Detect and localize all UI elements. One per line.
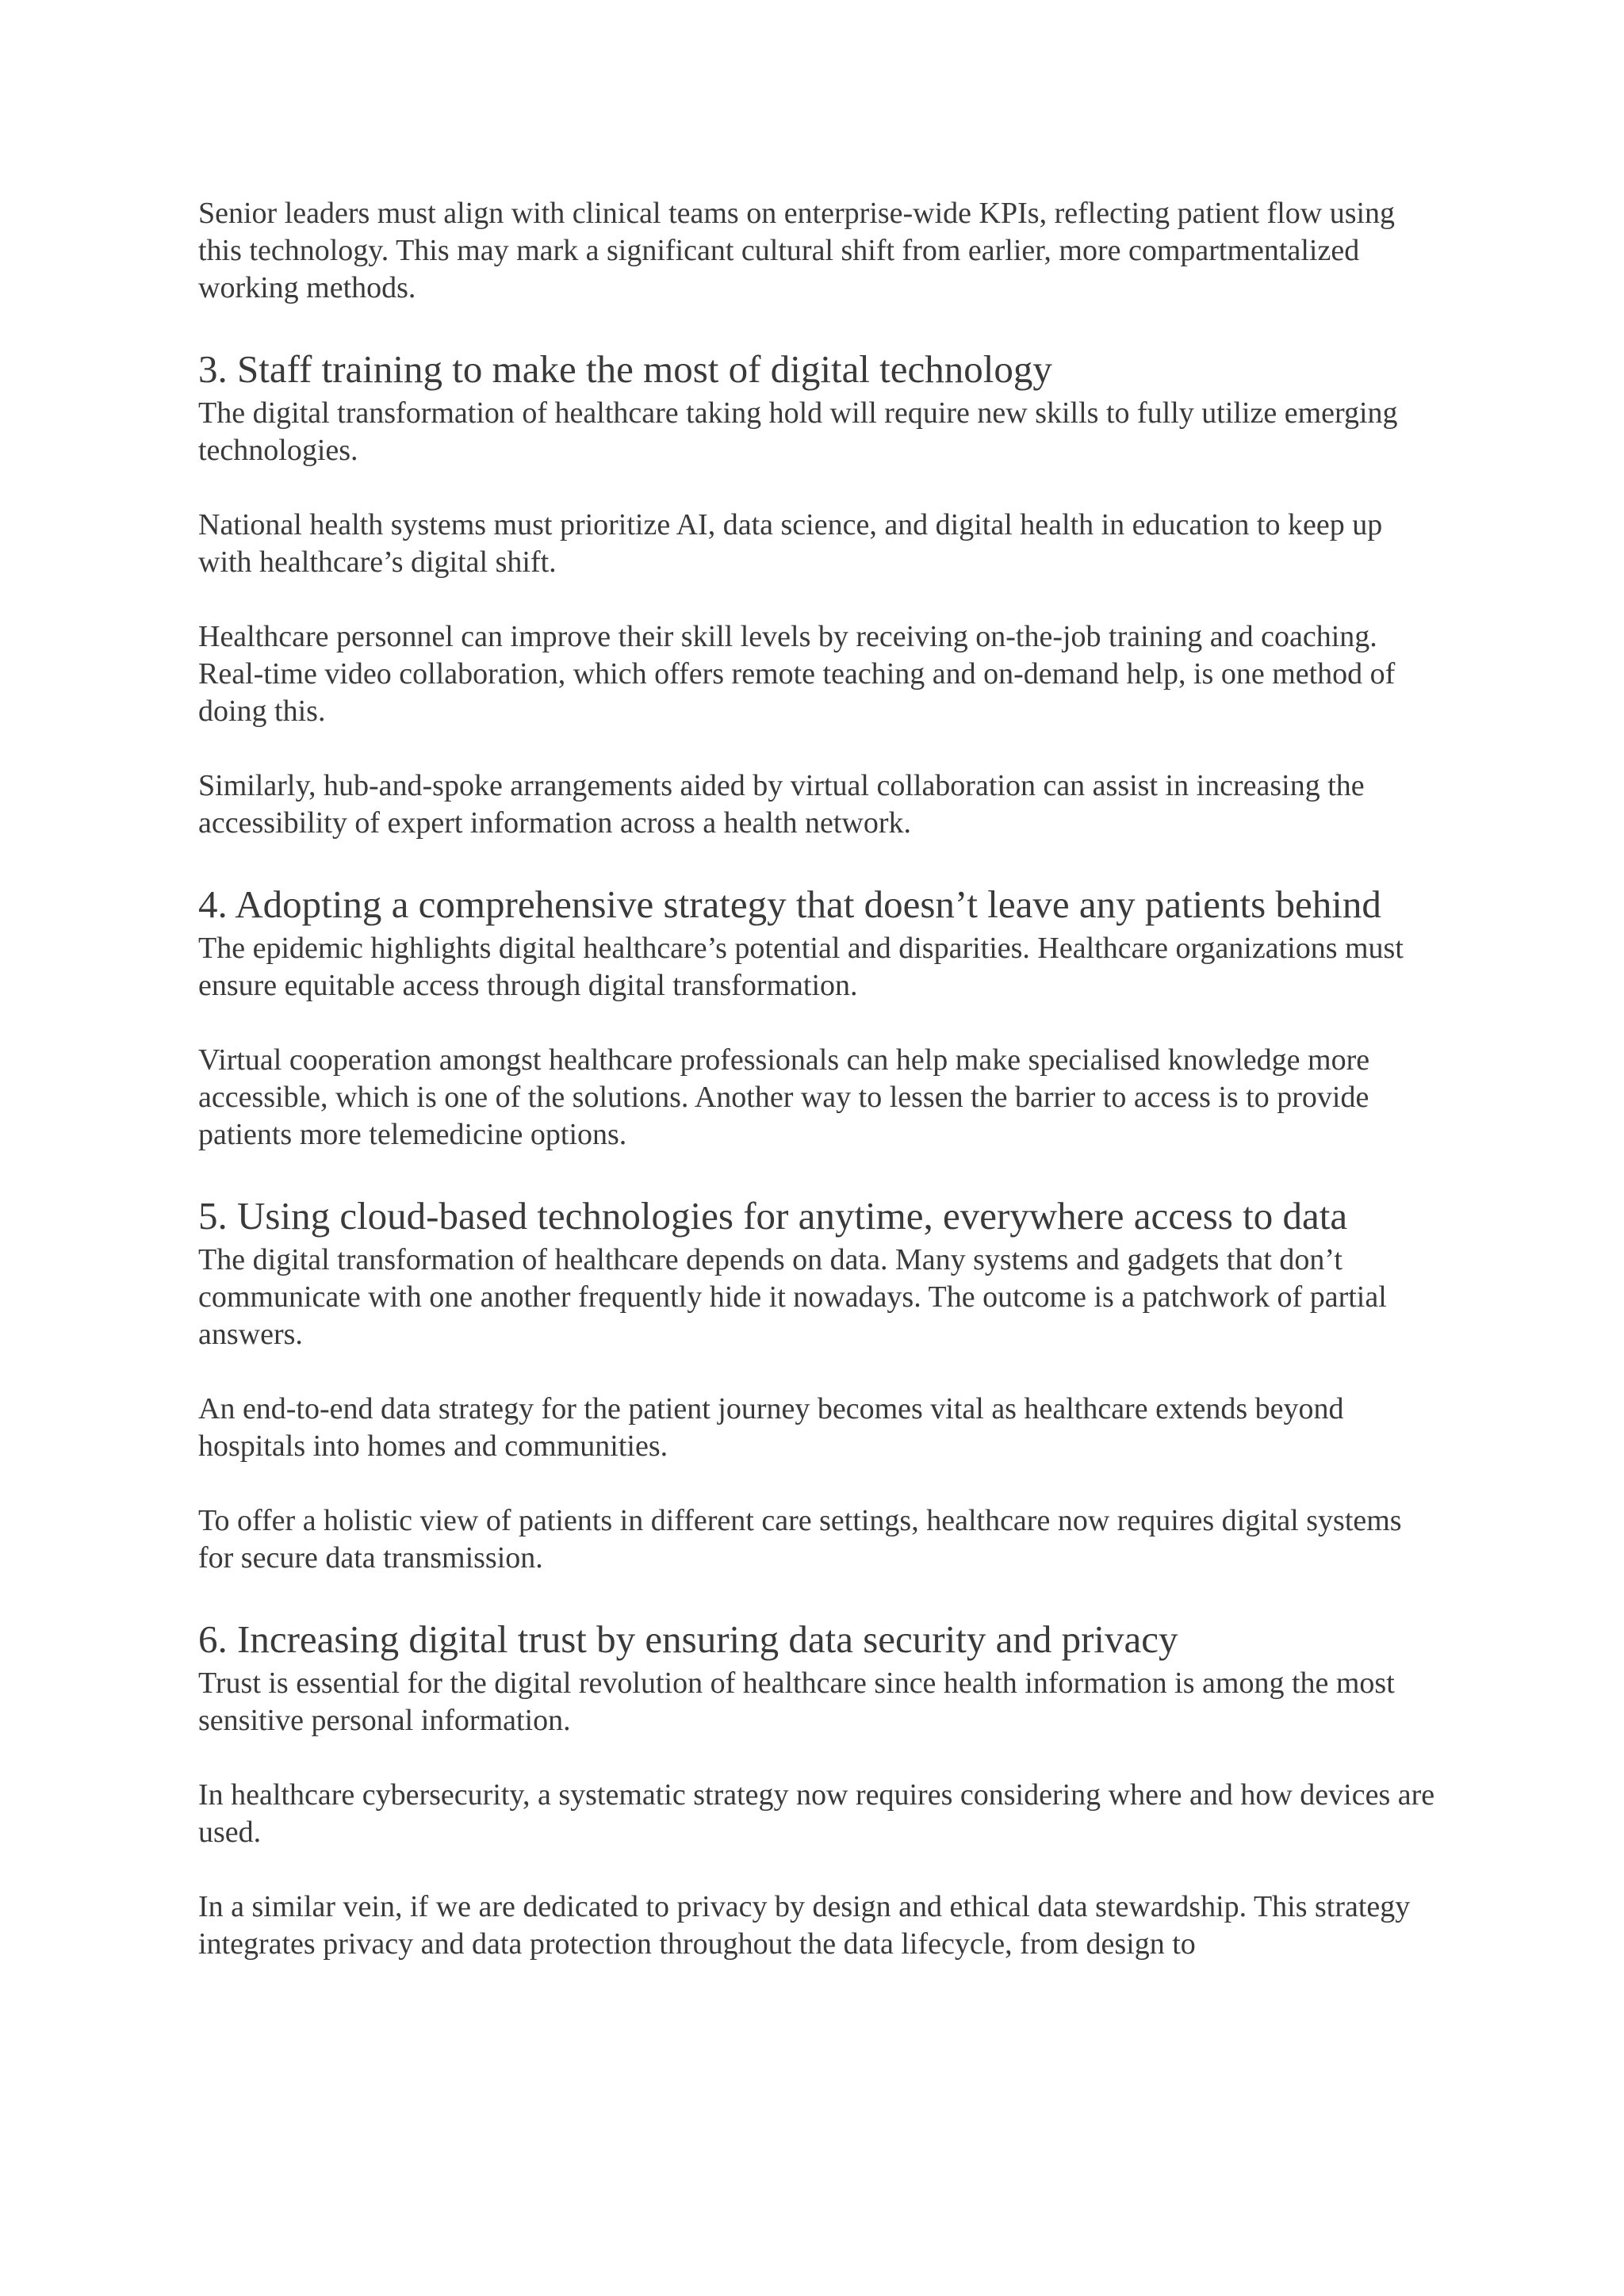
paragraph: In healthcare cybersecurity, a systematic strategy now requires considering where and how devices are used.	[198, 1778, 1435, 1849]
section-staff-training	[198, 344, 1443, 842]
section-heading: 6. Increasing digital trust by ensuring data security and privacy	[198, 1617, 1178, 1661]
document-page	[198, 195, 1443, 1963]
intro-paragraph: Senior leaders must align with clinical teams on enterprise-wide KPIs, reflecting patient flow using this technology. This may mark a significant cultural shift from earlier, more compartmentalized working methods.	[198, 197, 1396, 304]
paragraph: The digital transformation of healthcare taking hold will require new skills to fully utilize emerging technologies.	[198, 396, 1398, 467]
section-digital-trust	[198, 1614, 1443, 1963]
paragraph: The epidemic highlights digital healthcare’s potential and disparities. Healthcare organizations must ensure equitable access through digital transformation.	[198, 932, 1404, 1002]
section-heading: 3. Staff training to make the most of digital technology	[198, 347, 1052, 391]
section-heading: 5. Using cloud-based technologies for anytime, everywhere access to data	[198, 1194, 1348, 1238]
paragraph: In a similar vein, if we are dedicated to privacy by design and ethical data stewardship. This strategy integrates privacy and data protection throughout the data lifecycle, from design to	[198, 1890, 1411, 1961]
paragraph: Virtual cooperation amongst healthcare professionals can help make specialised knowledge more accessible, which is one of the solutions. Another way to lessen the barrier to access is to provide patients more telemedicine options.	[198, 1043, 1370, 1151]
section-cloud-technologies	[198, 1191, 1443, 1577]
paragraph: Healthcare personnel can improve their skill levels by receiving on-the-job training and coaching. Real-time video collaboration, which offers remote teaching and on-demand help, is one method of doing this.	[198, 620, 1396, 728]
paragraph: Similarly, hub-and-spoke arrangements aided by virtual collaboration can assist in increasing the accessibility of expert information across a health network.	[198, 769, 1365, 840]
paragraph: An end-to-end data strategy for the patient journey becomes vital as healthcare extends beyond hospitals into homes and communities.	[198, 1392, 1344, 1463]
paragraph: National health systems must prioritize AI, data science, and digital health in education to keep up with healthcare’s digital shift.	[198, 508, 1383, 579]
paragraph: The digital transformation of healthcare depends on data. Many systems and gadgets that don’t communicate with one another frequently hide it nowadays. The outcome is a patchwork of partial answers.	[198, 1243, 1387, 1351]
paragraph: To offer a holistic view of patients in different care settings, healthcare now requires digital systems for secure data transmission.	[198, 1504, 1402, 1575]
section-comprehensive-strategy	[198, 879, 1443, 1154]
paragraph: Trust is essential for the digital revolution of healthcare since health information is among the most sensitive personal information.	[198, 1667, 1395, 1737]
section-heading: 4. Adopting a comprehensive strategy that doesn’t leave any patients behind	[198, 882, 1381, 926]
